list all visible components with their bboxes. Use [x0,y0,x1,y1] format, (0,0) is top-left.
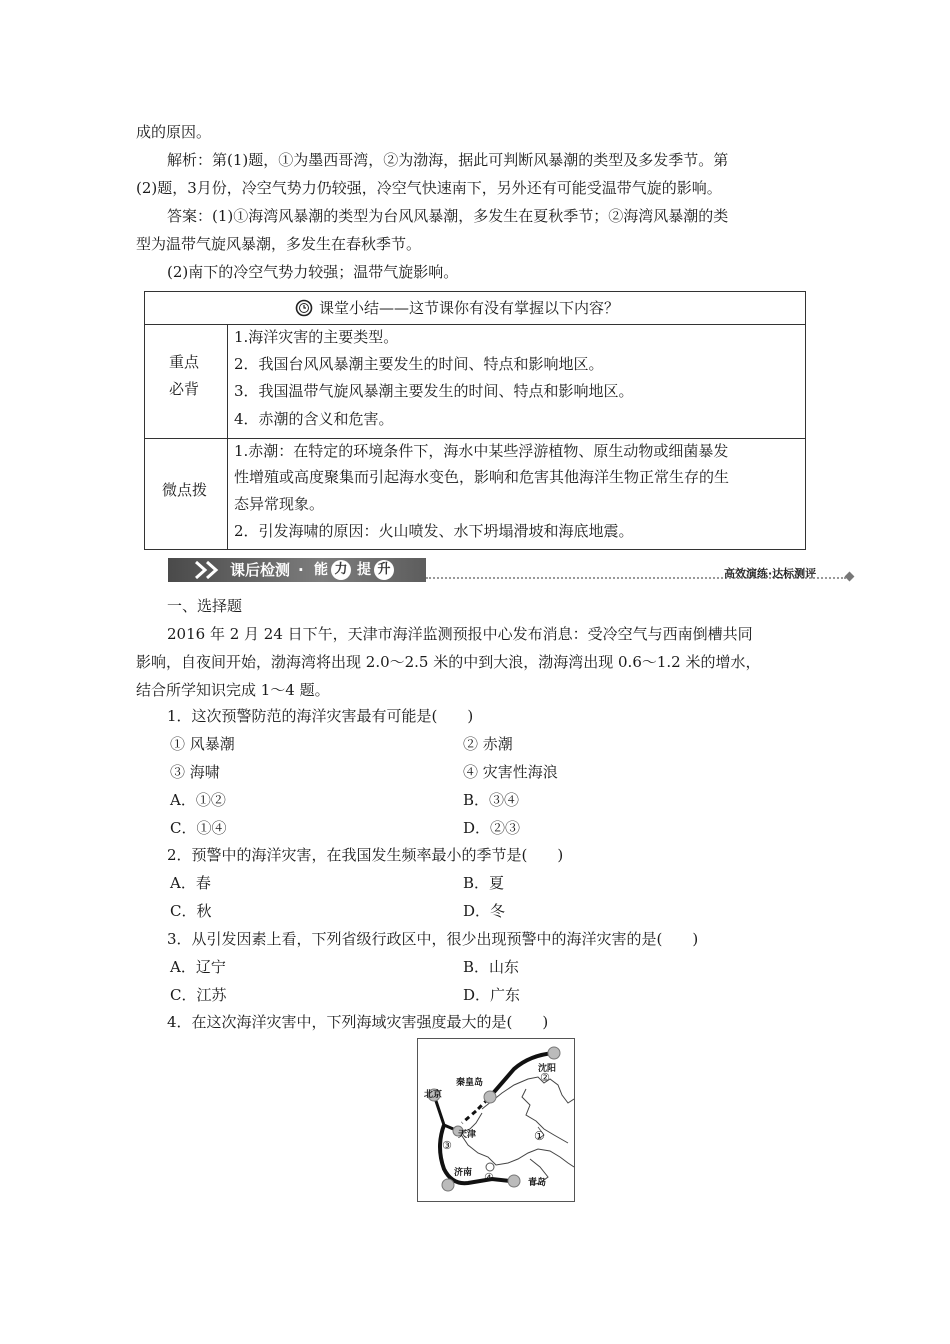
summary-title: 课堂小结——这节课你有没有掌握以下内容？ [319,299,620,317]
map-label-beijing: 北京 [424,1090,443,1100]
analysis-line-2: (2)题，3月份，冷空气势力仍较强，冷空气快速南下，另外还有可能受温带气旋的影响。 [136,179,722,197]
tip-label: 微点拨 [162,481,208,499]
stem-line: 结合所学知识完成 1～4 题。 [136,681,330,699]
map-label-jinan: 济南 [454,1168,473,1178]
key-label-2: 必背 [169,380,200,398]
banner-subtitle: 高效演练·达标测评 [724,567,817,580]
stem-line: 2016 年 2 月 24 日下午，天津市海洋监测预报中心发布消息：受冷空气与西南倒槽共同 [167,625,753,643]
answer-line-3: (2)南下的冷空气势力较强；温带气旋影响。 [167,263,459,281]
tip-line: 态异常现象。 [234,495,325,513]
q1-item: ② 赤潮 [463,735,513,753]
summary-title-row [295,298,619,318]
question-3: 3．从引发因素上看，下列省级行政区中，很少出现预警中的海洋灾害的是( ) [167,930,699,948]
q2-option-d: D．冬 [463,902,506,920]
question-2: 2．预警中的海洋灾害，在我国发生频率最小的季节是( ) [167,846,564,864]
analysis-line-1: 解析：第(1)题，①为墨西哥湾，②为渤海，据此可判断风暴潮的类型及多发季节。第 [167,151,729,169]
bohai-map [417,1038,575,1202]
key-item: 1.海洋灾害的主要类型。 [234,328,399,346]
q1-item: ③ 海啸 [170,763,220,781]
banner-char: 能 [314,562,328,578]
key-item: 2．我国台风风暴潮主要发生的时间、特点和影响地区。 [234,355,604,373]
question-4: 4．在这次海洋灾害中，下列海域灾害强度最大的是( ) [167,1013,549,1031]
banner-title: 课后检测 [230,561,291,579]
map-marker-3: ③ [442,1139,452,1152]
map-marker-4: ④ [484,1171,494,1184]
answer-line-1: 答案：(1)①海湾风暴潮的类型为台风风暴潮，多发生在夏秋季节；②海湾风暴潮的类 [167,207,729,225]
map-marker-1: ① [534,1129,545,1143]
q3-option-b: B．山东 [463,958,520,976]
answer-line-2: 型为温带气旋风暴潮，多发生在春秋季节。 [136,235,422,253]
q3-option-c: C．江苏 [170,986,227,1004]
q1-option-a: A．①② [170,791,226,809]
stem-line: 影响，自夜间开始，渤海湾将出现 2.0～2.5 米的中到大浪，渤海湾出现 0.6～1.2 米的增水， [136,653,761,671]
tip-line: 性增殖或高度聚集而引起海水变色，影响和危害其他海洋生物正常生存的生 [234,468,730,486]
chevron-right-icon [194,560,224,580]
map-label-qinhuangdao: 秦皇岛 [456,1078,484,1088]
summary-table [144,291,806,550]
q1-item: ① 风暴潮 [170,735,235,753]
q1-option-d: D．②③ [463,819,521,837]
question-1: 1．这次预警防范的海洋灾害最有可能是( ) [167,707,474,725]
table-divider [227,324,228,549]
banner-char: 升 [374,560,394,580]
diamond-icon [845,572,855,582]
section-banner [168,558,426,582]
map-label-tianjin: 天津 [458,1130,477,1140]
banner-dot: · [298,561,304,579]
q2-option-c: C．秋 [170,902,212,920]
q2-option-b: B．夏 [463,874,505,892]
q1-option-b: B．③④ [463,791,520,809]
table-divider [145,324,805,325]
banner-char: 提 [357,562,371,578]
key-label-1: 重点 [169,353,200,371]
map-marker-2: ② [540,1071,550,1084]
intro-line-1: 成的原因。 [136,123,212,141]
section-heading: 一、选择题 [167,597,243,615]
tip-line: 1.赤潮：在特定的环境条件下，海水中某些浮游植物、原生动物或细菌暴发 [234,442,729,460]
q1-item: ④ 灾害性海浪 [463,763,558,781]
map-label-qingdao: 青岛 [528,1178,547,1188]
table-divider [145,438,805,439]
key-item: 4．赤潮的含义和危害。 [234,410,394,428]
q2-option-a: A．春 [170,874,211,892]
key-item: 3．我国温带气旋风暴潮主要发生的时间、特点和影响地区。 [234,382,634,400]
q1-option-c: C．①④ [170,819,227,837]
q3-option-d: D．广东 [463,986,521,1004]
banner-char: 力 [331,560,351,580]
map-label-shenyang: 沈阳 [538,1064,557,1074]
tip-line: 2．引发海啸的原因：火山喷发、水下坍塌滑坡和海底地震。 [234,522,634,540]
q3-option-a: A．辽宁 [170,958,226,976]
clock-icon [295,299,313,317]
